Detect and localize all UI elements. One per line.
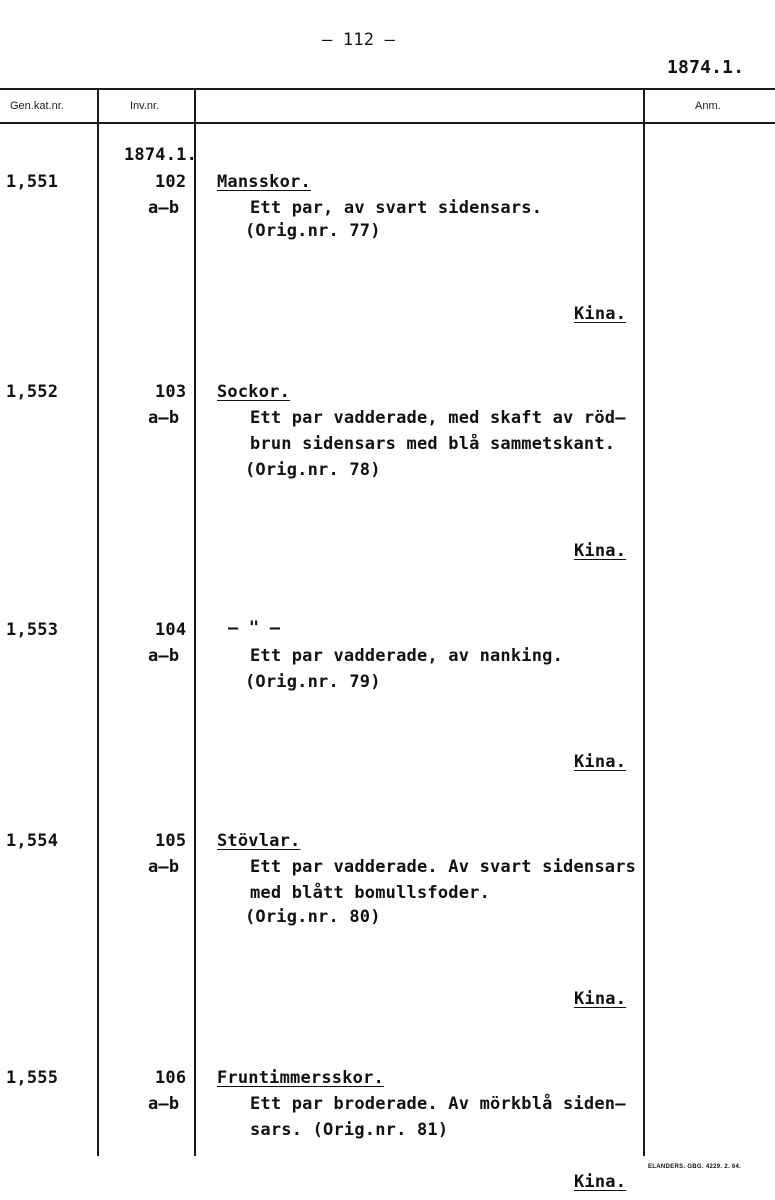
inv-sub: a–b [148, 408, 180, 428]
gen-kat-number: 1,553 [6, 620, 59, 640]
column-header-gen-kat: Gen.kat.nr. [10, 100, 64, 112]
inv-number: 104 [155, 620, 187, 640]
entry-line: sars. (Orig.nr. 81) [250, 1120, 449, 1140]
inv-number: 103 [155, 382, 187, 402]
inv-number: 102 [155, 172, 187, 192]
inv-sub: a–b [148, 198, 180, 218]
column-divider-3 [643, 88, 645, 1156]
entry-line: (Orig.nr. 78) [245, 460, 381, 480]
entry-place: Kina. [574, 989, 627, 1009]
gen-kat-number: 1,555 [6, 1068, 59, 1088]
entry-line: Ett par vadderade, med skaft av röd– [250, 408, 626, 428]
inv-sub: a–b [148, 646, 180, 666]
entry-place: Kina. [574, 304, 627, 324]
year-header: 1874.1. [667, 57, 745, 78]
entry-line: Ett par, av svart sidensars. [250, 198, 543, 218]
inv-year: 1874.1. [124, 145, 198, 165]
gen-kat-number: 1,551 [6, 172, 59, 192]
entry-line: Ett par vadderade. Av svart sidensars [250, 857, 637, 877]
table-header-rule [0, 122, 775, 124]
inv-sub: a–b [148, 857, 180, 877]
entry-place: Kina. [574, 541, 627, 561]
entry-line: Ett par vadderade, av nanking. [250, 646, 564, 666]
column-header-inv: Inv.nr. [130, 100, 160, 112]
inv-number: 105 [155, 831, 187, 851]
entry-place: Kina. [574, 1172, 627, 1192]
inv-number: 106 [155, 1068, 187, 1088]
entry-title: Sockor. [217, 382, 291, 402]
entry-line: (Orig.nr. 80) [245, 907, 381, 927]
inv-sub: a–b [148, 1094, 180, 1114]
entry-line: (Orig.nr. 77) [245, 221, 381, 241]
entry-title: Stövlar. [217, 831, 301, 851]
entry-title: – " – [228, 618, 281, 638]
entry-line: med blått bomullsfoder. [250, 883, 491, 903]
column-divider-1 [97, 88, 99, 1156]
gen-kat-number: 1,552 [6, 382, 59, 402]
printer-mark: ELANDERS. GBG. 4229. 2. 64. [648, 1164, 742, 1170]
entry-place: Kina. [574, 752, 627, 772]
entry-title: Fruntimmersskor. [217, 1068, 384, 1088]
page-number: – 112 – [322, 30, 396, 50]
table-top-rule [0, 88, 775, 90]
gen-kat-number: 1,554 [6, 831, 59, 851]
entry-line: (Orig.nr. 79) [245, 672, 381, 692]
entry-line: Ett par broderade. Av mörkblå siden– [250, 1094, 626, 1114]
column-header-anm: Anm. [695, 100, 721, 112]
entry-line: brun sidensars med blå sammetskant. [250, 434, 616, 454]
entry-title: Mansskor. [217, 172, 311, 192]
column-divider-2 [194, 88, 196, 1156]
